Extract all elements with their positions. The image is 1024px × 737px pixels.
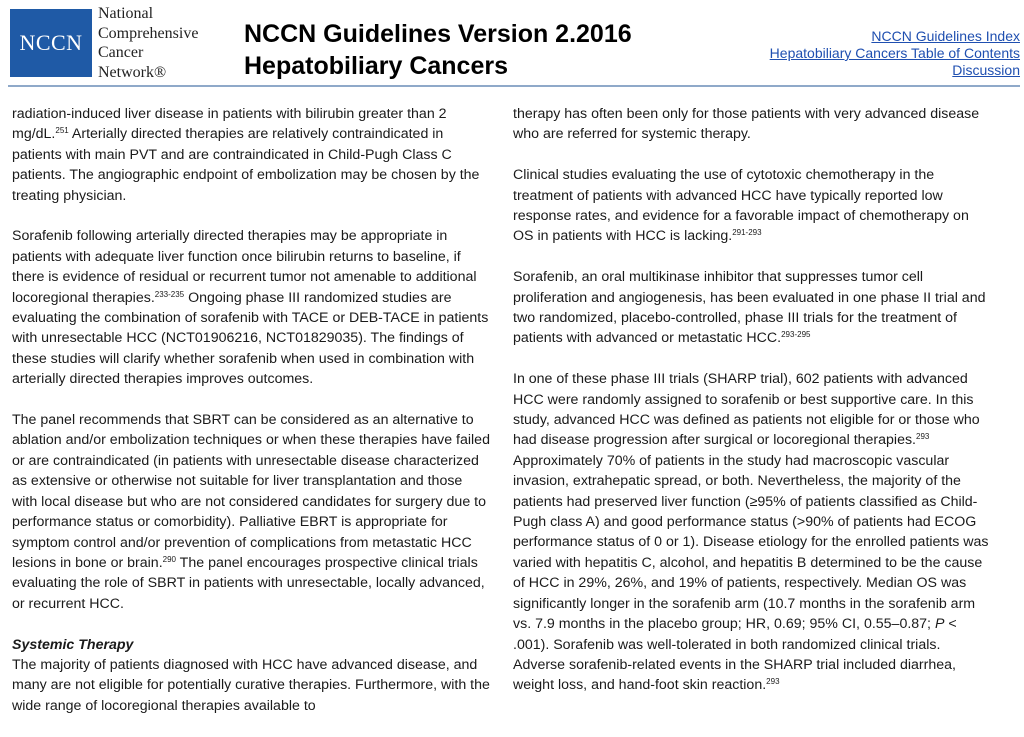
right-paragraph-2 — [513, 165, 991, 247]
text: The panel recommends that SBRT can be considered as an alternative to ablation and/or embolization techniques or when these therapies have failed or are contraindicated (in patients with unresectable disease characterized as extensive or otherwise not suitable for liver transplantation and those with local disease but who are not considered candidates for surgery due to performance status or comorbidity). Palliative EBRT is appropriate for symptom control and/or prevention of complications from metastatic HCC lesions in bone or brain. — [12, 412, 490, 571]
left-paragraph-2 — [12, 226, 490, 389]
title-line-1: NCCN Guidelines Version 2.2016 — [244, 20, 632, 48]
text: Approximately 70% of patients in the study had macroscopic vascular invasion, extrahepatic spread, or both. Nevertheless, the majority of the patients had preserved liver function (≥95% of patients classified as Child-Pugh class A) and good performance status (>90% of patients had ECOG performance status of 0 or 1). Disease etiology for the enrolled patients was varied with hepatitis C, alcohol, and hepatitis B determined to be the cause of HCC in 29%, 26%, and 19% of patients, respectively. Median OS was significantly longer in the sorafenib arm (10.7 months in the sorafenib arm vs. 7.9 months in the placebo group; HR, 0.69; 95% CI, 0.55–0.87; — [513, 452, 989, 633]
nccn-logo — [10, 9, 92, 77]
guidelines-index-link[interactable]: NCCN Guidelines Index — [871, 28, 1020, 44]
header-links — [770, 28, 1020, 79]
reference: 293 — [916, 432, 930, 442]
reference: 290 — [162, 554, 176, 564]
left-paragraph-1 — [12, 104, 490, 206]
text: radiation-induced liver disease in patients with bilirubin greater than 2 mg/dL. — [12, 106, 447, 143]
reference: 291-293 — [732, 228, 762, 238]
logo-word: Comprehensive — [98, 24, 199, 42]
text: The panel encourages prospective clinical trials evaluating the role of SBRT in patients with unresectable, locally advanced, or recurrent HCC. — [12, 554, 485, 612]
right-paragraph-4 — [513, 369, 991, 696]
right-column — [513, 104, 991, 716]
text: Sorafenib following arterially directed therapies may be appropriate in patients with adequate liver function once bilirubin returns to baseline, if there is evidence of residual or recurrent tumor not amenable to additional locoregional therapies. — [12, 228, 477, 306]
header-divider — [8, 85, 1020, 87]
text: In one of these phase III trials (SHARP trial), 602 patients with advanced HCC were randomly assigned to sorafenib or best supportive care. In this study, advanced HCC was defined as patients not eligible for or those who had disease progression after surgical or locoregional therapies. — [513, 371, 980, 449]
text: Clinical studies evaluating the use of cytotoxic chemotherapy in the treatment of patients with advanced HCC have typically reported low response rates, and evidence for a favorable impact of chemotherapy on OS in patients with HCC is lacking. — [513, 167, 969, 245]
right-paragraph-1: therapy has often been only for those patients with very advanced disease who are referred for systemic therapy. — [513, 106, 980, 143]
reference: 233-235 — [154, 289, 185, 299]
text: Arterially directed therapies are relatively contraindicated in patients with main PVT and are contraindicated in Child-Pugh Class C patients. The angiographic endpoint of embolization may be chosen by the treating physician. — [12, 126, 480, 204]
left-paragraph-3 — [12, 410, 490, 614]
reference: 293-295 — [781, 330, 811, 340]
p-value-symbol: P — [934, 616, 945, 633]
text: < .001). Sorafenib was well-tolerated in both randomized clinical trials. Adverse sorafenib-related events in the SHARP trial included diarrhea, weight loss, and hand-foot skin reaction. — [513, 616, 957, 694]
discussion-link[interactable]: Discussion — [952, 62, 1020, 78]
text: Sorafenib, an oral multikinase inhibitor that suppresses tumor cell proliferation and angiogenesis, has been evaluated in one phase II trial and two randomized, placebo-controlled, phase III trials for the treatment of patients with advanced or metastatic HCC. — [513, 269, 986, 347]
page-title — [244, 18, 632, 82]
right-paragraph-3 — [513, 267, 991, 349]
logo-wordmark — [98, 4, 238, 82]
title-line-2: Hepatobiliary Cancers — [244, 52, 508, 80]
text: Ongoing phase III randomized studies are evaluating the combination of sorafenib with TACE or DEB-TACE in patients with unresectable HCC (NCT01906216, NCT01829035). The findings of these studies will clarify whether sorafenib when used in combination with arterially directed therapies improves outcomes. — [12, 289, 489, 388]
reference: 251 — [55, 126, 69, 136]
left-paragraph-4: The majority of patients diagnosed with HCC have advanced disease, and many are not eligible for potentially curative therapies. Furthermore, with the wide range of locoregional therapies available to — [12, 656, 490, 714]
section-heading: Systemic Therapy — [12, 636, 134, 653]
logo-abbrev: NCCN — [19, 30, 83, 55]
left-column — [12, 104, 490, 737]
logo-word: National — [98, 5, 154, 22]
logo-word: Cancer — [98, 44, 144, 61]
reference: 293 — [766, 677, 780, 687]
table-of-contents-link[interactable]: Hepatobiliary Cancers Table of Contents — [769, 45, 1020, 61]
logo-word: Network® — [98, 63, 167, 81]
